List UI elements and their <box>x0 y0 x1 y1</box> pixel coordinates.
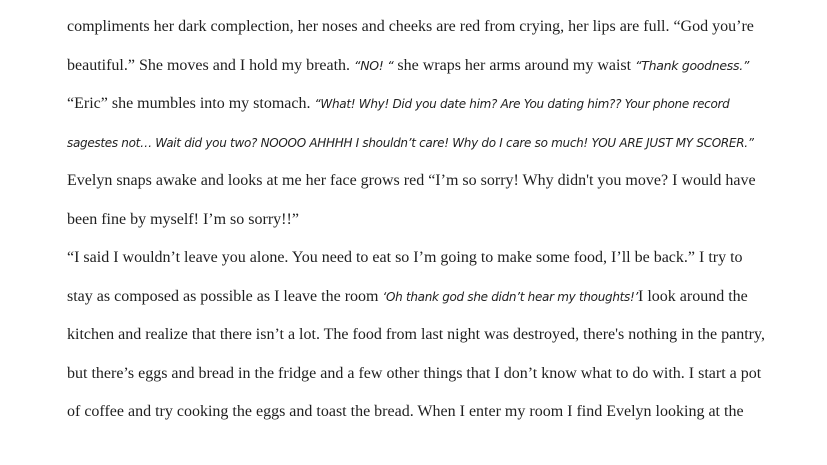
line-5-text: Evelyn snaps awake and looks at me her face grows red “I’m so sorry! Why didn't you move? I would have <box>67 172 756 189</box>
text-line-1 <box>67 17 754 37</box>
line-7-text: “I said I wouldn’t leave you alone. You need to eat so I’m going to make some food, I’ll be back.” I try to <box>67 249 743 266</box>
line-2-thought-b: “Thank goodness.” <box>635 58 750 73</box>
text-line-11 <box>67 402 744 422</box>
text-line-8 <box>67 287 748 307</box>
text-line-10 <box>67 364 761 384</box>
text-line-6 <box>67 210 299 230</box>
line-3-text: “Eric” she mumbles into my stomach. <box>67 95 315 112</box>
line-11-text: of coffee and try cooking the eggs and toast the bread. When I enter my room I find Evelyn looking at the <box>67 403 744 420</box>
line-8-thought: ‘Oh thank god she didn’t hear my thoughts!’ <box>382 290 639 304</box>
line-6-text: been fine by myself! I’m so sorry!!” <box>67 211 299 228</box>
line-9-text: kitchen and realize that there isn’t a lot. The food from last night was destroyed, there's nothing in the pantry, <box>67 326 765 343</box>
line-4-thought: sagestes not… Wait did you two? NOOOO AHHHH I shouldn’t care! Why do I care so much! YOU ARE JUST MY SCORER.” <box>67 136 754 150</box>
text-line-9 <box>67 325 765 345</box>
line-2-text-a: beautiful.” She moves and I hold my breath. <box>67 57 355 74</box>
line-8-text-b: I look around the <box>638 288 748 305</box>
text-line-5 <box>67 171 756 191</box>
text-line-2 <box>67 56 749 76</box>
line-10-text: but there’s eggs and bread in the fridge and a few other things that I don’t know what to do with. I start a pot <box>67 365 762 382</box>
text-line-3 <box>67 94 729 114</box>
line-2-text-b: she wraps her arms around my waist <box>393 57 636 74</box>
line-1-text: compliments her dark complection, her noses and cheeks are red from crying, her lips are full. “God you’re <box>67 18 754 35</box>
text-line-4 <box>67 133 754 153</box>
line-2-thought-a: “NO! “ <box>354 58 394 73</box>
text-line-7 <box>67 248 743 268</box>
line-8-text-a: stay as composed as possible as I leave the room <box>67 288 383 305</box>
line-3-thought: “What! Why! Did you date him? Are You dating him?? Your phone record <box>314 97 730 111</box>
